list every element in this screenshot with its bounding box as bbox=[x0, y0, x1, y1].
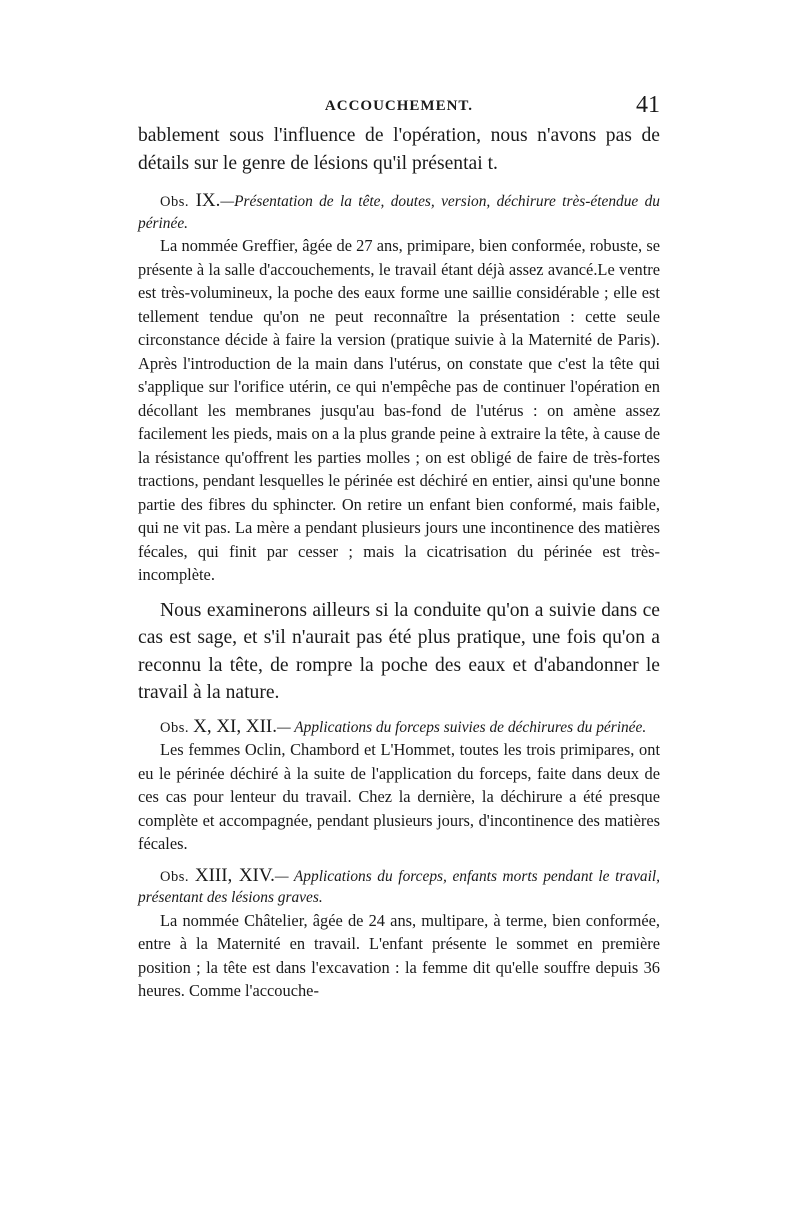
paragraph-commentary: Nous examinerons ailleurs si la conduite qu'on a suivie dans ce cas est sage, et s'il n'aurait pas été plus pratique, une fois qu'on a reconnu la tête, de rompre la poche des eaux et d'abandonner le travail à la nature. bbox=[138, 599, 660, 703]
page-body bbox=[138, 122, 660, 1003]
obs-number: IX. bbox=[195, 190, 221, 211]
observation-heading-13-14 bbox=[138, 866, 660, 909]
running-title: ACCOUCHEMENT. bbox=[324, 98, 474, 114]
paragraph-chatelier: La nommée Châtelier, âgée de 24 ans, multipare, à terme, bien conformée, entre à la Maternité en travail. L'enfant présente le sommet en première position ; la tête est dans l'excavation : la femme dit qu'elle souffre depuis 36 heures. Comme l'accouche- bbox=[138, 910, 660, 1000]
observation-heading-9 bbox=[138, 191, 660, 234]
obs-title: — Applications du forceps suivies de déchirures du périnée. bbox=[277, 718, 647, 736]
obs-number: XIII, XIV. bbox=[194, 864, 275, 886]
obs-label: Obs. bbox=[160, 719, 189, 736]
obs-label: Obs. bbox=[160, 868, 189, 885]
observation-heading-10-12 bbox=[138, 717, 660, 739]
obs-title: — Applications du forceps, enfants morts pendant le travail, présentant des lésions graves. bbox=[138, 867, 660, 906]
obs-number: X, XI, XII. bbox=[193, 715, 278, 737]
obs-label: Obs. bbox=[160, 194, 189, 210]
obs-title: —Présentation de la tête, doutes, version, déchirure très-étendue du périnée. bbox=[138, 193, 660, 232]
paragraph-greffier: La nommée Greffier, âgée de 27 ans, primipare, bien conformée, robuste, se présente à la salle d'accouchements, le travail étant déjà assez avancé.Le ventre est très-volumineux, la poche des eaux forme une saillie considérable ; elle est tellement tendue qu'on ne peut reconnaître la présentation : cette seule circonstance décide à faire la version (pratique suivie à la Maternité de Paris). Après l'introduction de la main dans l'utérus, on constate que c'est la tête qui s'applique sur l'orifice utérin, ce qui n'empêche pas de continuer l'opération en décollant les membranes jusqu'au bas-fond de l'utérus : on amène assez facilement les pieds, mais on a la plus grande peine à extraire la tête, à cause de la résistance qu'offrent les parties molles ; on est obligé de faire de très-fortes tractions, pendant lesquelles le périnée est déchiré en entier, ainsi qu'une bonne partie des fibres du sphincter. On retire un enfant bien conformé, mais faible, qui ne vit pas. La mère a pendant plusieurs jours une incontinence des matières fécales, qui finit par cesser ; mais la cicatrisation du périnée est très-incomplète. bbox=[138, 236, 660, 584]
paragraph-continuation: bablement sous l'influence de l'opération, nous n'avons pas de détails sur le genre de lésions qu'il présentai t. bbox=[138, 125, 660, 174]
paragraph-oclin: Les femmes Oclin, Chambord et L'Hommet, toutes les trois primipares, ont eu le périnée déchiré à la suite de l'application du forceps, faite dans deux de ces cas pour lenteur du travail. Chez la dernière, la déchirure a été presque complète et accompagnée, pendant plusieurs jours, d'incontinence des matières fécales. bbox=[138, 740, 660, 853]
page-number: 41 bbox=[636, 92, 660, 118]
